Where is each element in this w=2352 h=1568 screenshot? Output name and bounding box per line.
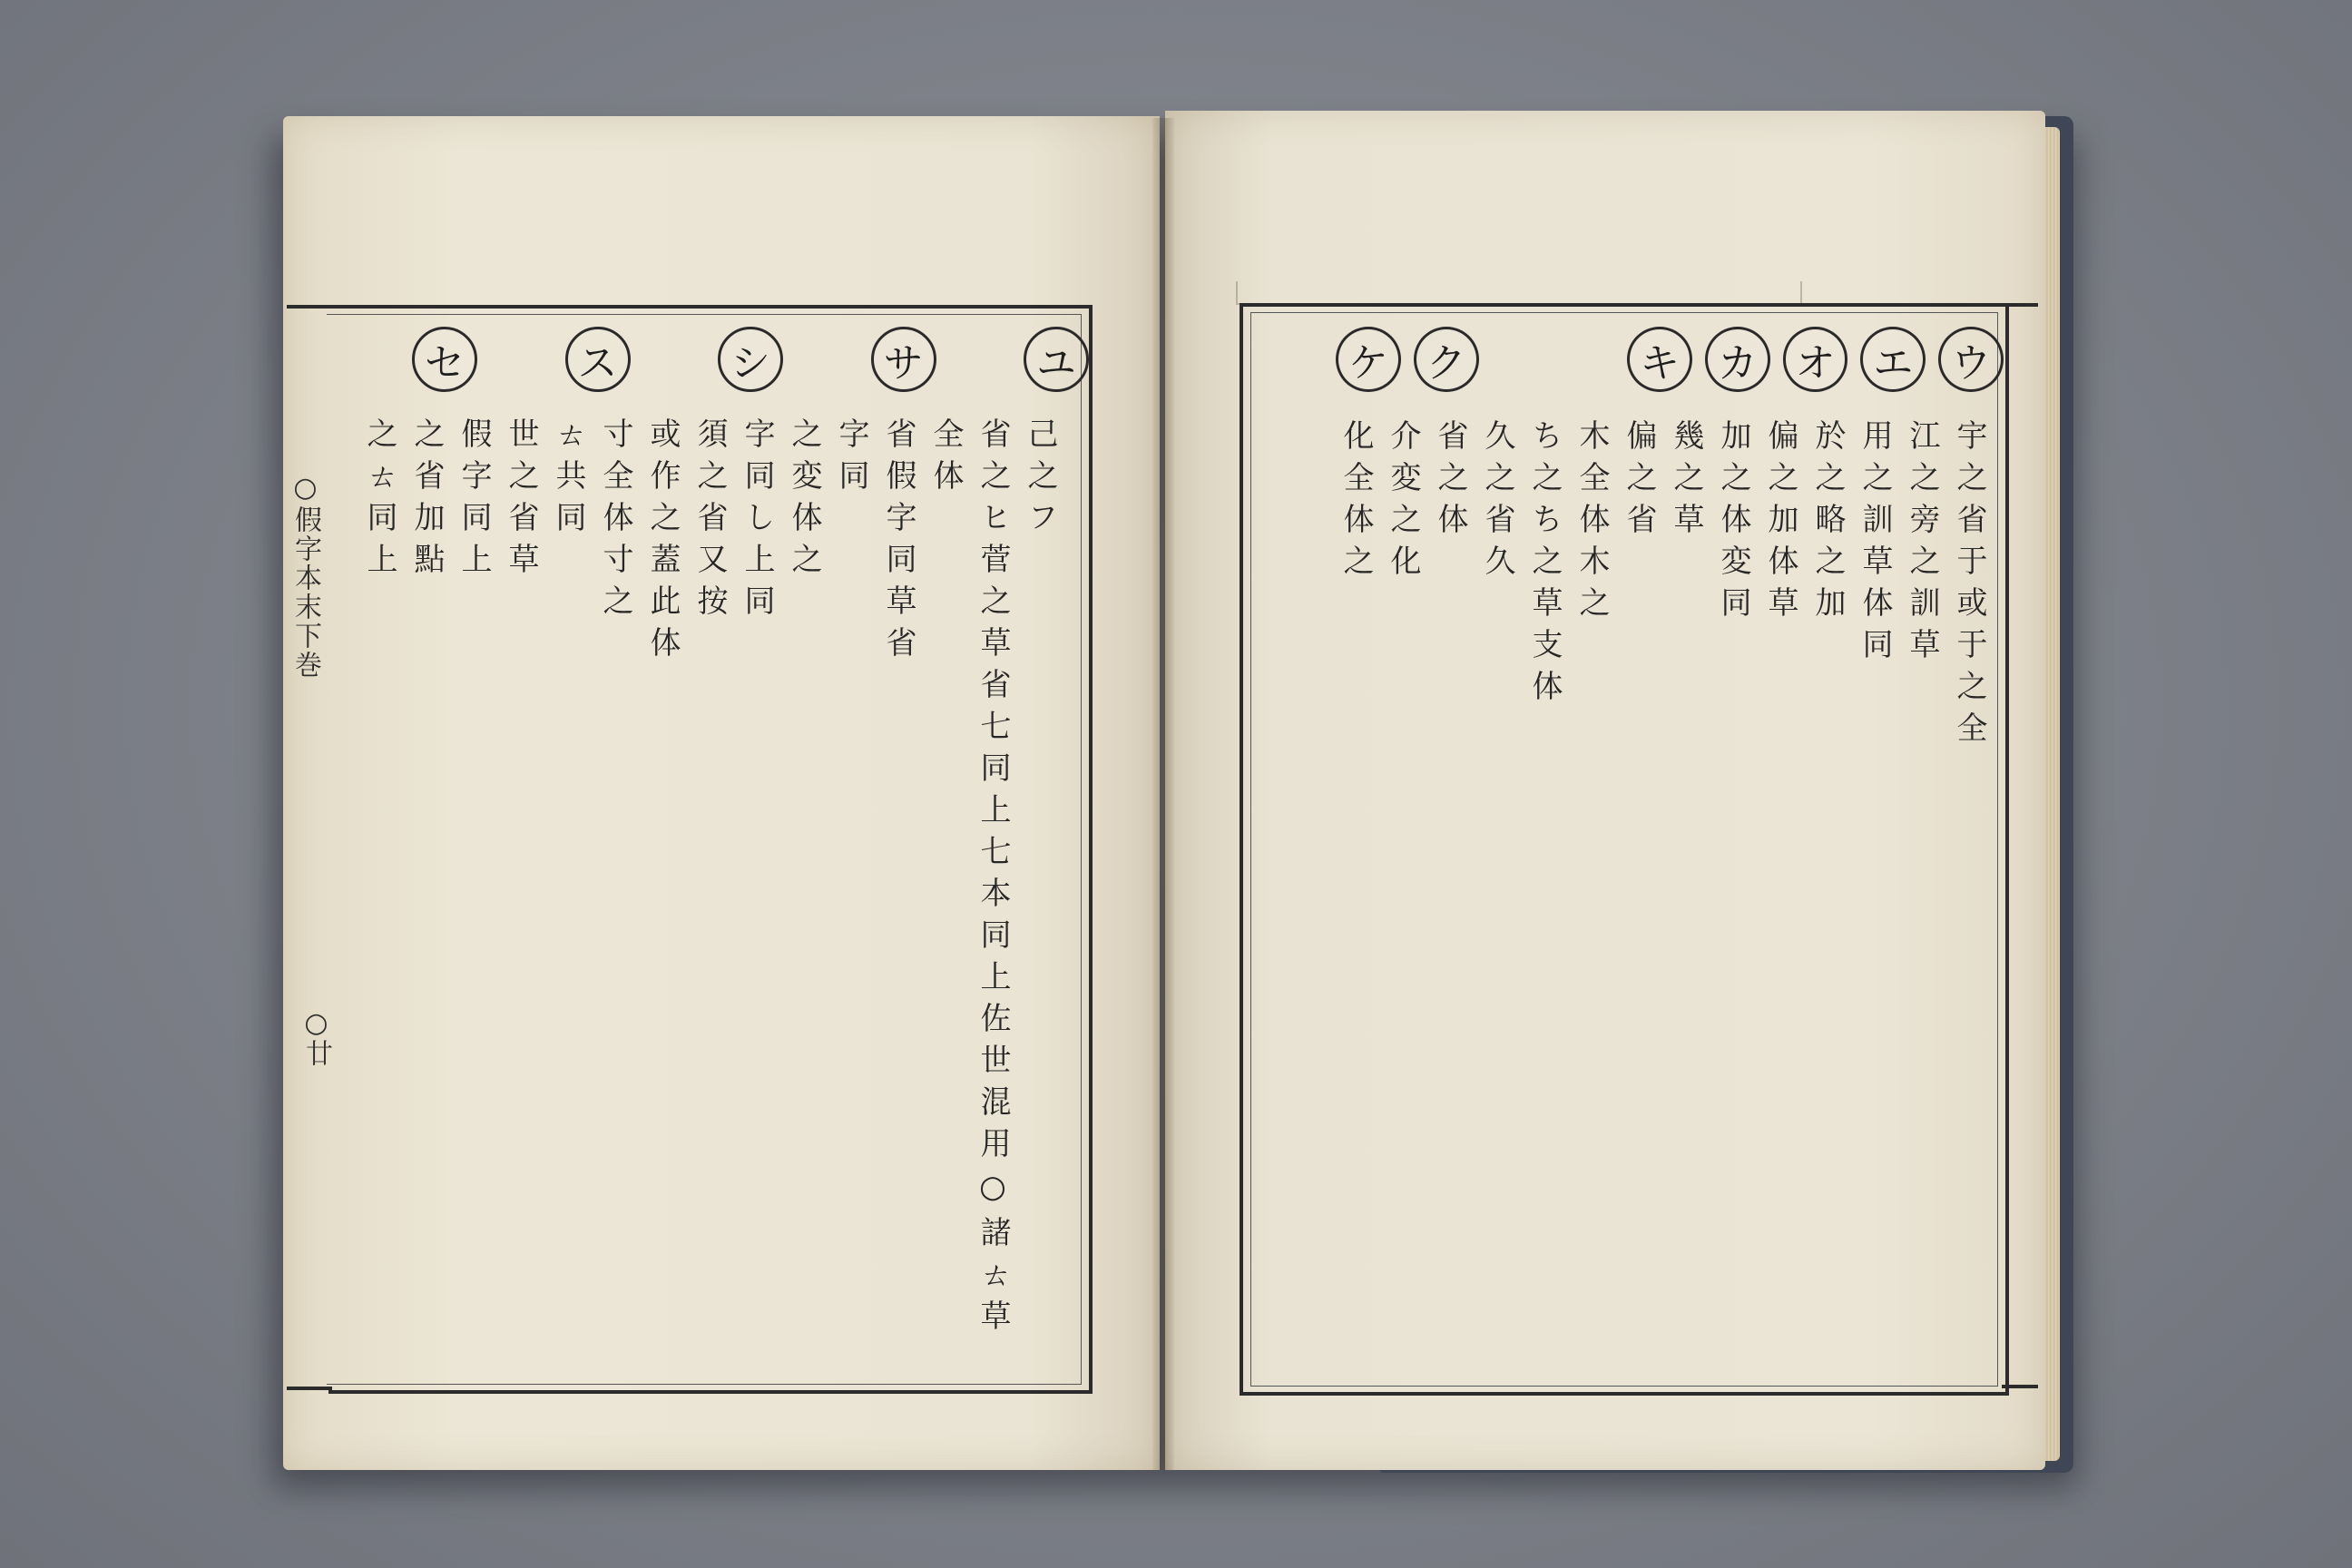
left-bottom-rule <box>287 1387 332 1390</box>
text-column: 之省加點 <box>408 417 445 584</box>
right-kana-heads <box>1323 327 2004 392</box>
kana-head: ケ <box>1336 327 1401 392</box>
right-top-rule <box>2002 303 2038 307</box>
heads-gap <box>1479 327 1615 392</box>
left-kana-heads <box>399 327 1089 392</box>
text-column: 須之省又按 <box>691 417 728 626</box>
text-column: 世之省草 <box>503 417 539 584</box>
kana-head: エ <box>1860 327 1926 392</box>
text-column: 省之体 <box>1432 419 1468 544</box>
page-number: ○廿 <box>300 1007 332 1066</box>
book-gutter <box>1152 118 1174 1470</box>
margin-title: ○假字本末下巻 <box>289 472 321 680</box>
text-column: 介変之化 <box>1385 419 1421 586</box>
left-page-text <box>338 417 1082 1370</box>
kana-head: オ <box>1783 327 1848 392</box>
kana-head: カ <box>1705 327 1770 392</box>
kana-head: セ <box>412 327 477 392</box>
kana-head: ウ <box>1938 327 2004 392</box>
text-column: 偏之加体草 <box>1762 419 1798 628</box>
text-column: 加之体変同 <box>1715 419 1751 628</box>
text-column: ち之ち之草支体 <box>1526 419 1563 711</box>
text-column: 之変体之 <box>786 417 822 584</box>
text-column: 或作之蓋此体 <box>644 417 681 668</box>
text-column: 之ㄊ同上 <box>361 417 397 584</box>
text-column: 字同し上同 <box>739 417 775 626</box>
kana-head: キ <box>1627 327 1692 392</box>
bleed-through-frame <box>1236 281 1802 305</box>
kana-head: シ <box>718 327 783 392</box>
kana-head: サ <box>871 327 936 392</box>
text-column: 用之訓草体同 <box>1857 419 1893 670</box>
text-column: 幾之草 <box>1668 419 1704 544</box>
text-column: 江之旁之訓草 <box>1904 419 1940 670</box>
text-column: 字同 <box>833 417 869 501</box>
text-column: 省之ヒ菅之草省七同上七本同上佐世混用○諸ㄊ草全体 <box>927 417 1011 1341</box>
right-bottom-rule <box>2002 1385 2038 1388</box>
right-page-text <box>1250 419 2004 1372</box>
text-column: 久之省久 <box>1479 419 1515 586</box>
text-column: 化全体之 <box>1338 419 1374 586</box>
kana-head: ユ <box>1024 327 1089 392</box>
left-top-rule <box>287 305 332 309</box>
text-column: 宇之省于或于之全 <box>1951 419 1987 753</box>
text-column: 省假字同草省 <box>880 417 916 668</box>
kana-head: ス <box>565 327 631 392</box>
text-column: 己之フ <box>1022 417 1058 543</box>
text-column: ㄊ共同 <box>550 417 586 543</box>
text-column: 於之略之加 <box>1809 419 1846 628</box>
text-column: 偏之省 <box>1621 419 1657 544</box>
text-column: 寸全体寸之 <box>597 417 633 626</box>
text-column: 假字同上 <box>456 417 492 584</box>
kana-head: ク <box>1414 327 1479 392</box>
text-column: 木全体木之 <box>1573 419 1610 628</box>
